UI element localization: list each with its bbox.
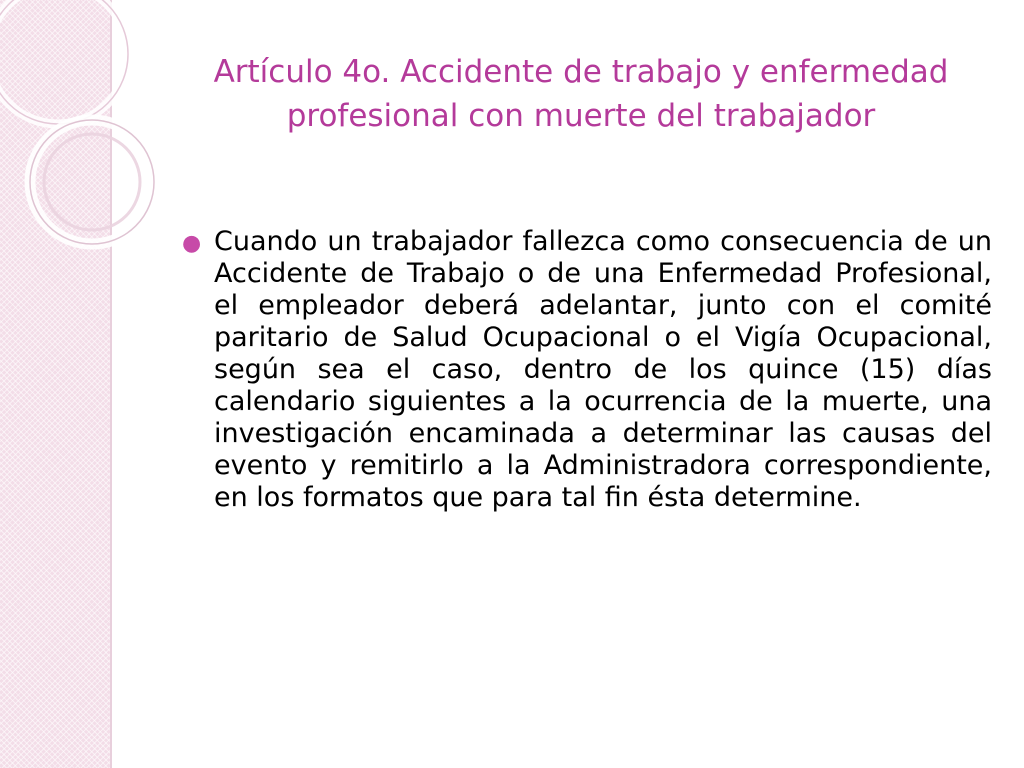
slide-title: Artículo 4o. Accidente de trabajo y enfermedad profesional con muerte del trabajador: [213, 54, 949, 134]
bullet-dot-icon: ●: [182, 231, 202, 256]
bullet-text: Cuando un trabajador fallezca como consecuencia de un Accidente de Trabajo o de una Enfermedad Profesional, el empleador deberá adelantar, junto con el comité paritario de Salud Ocupacional o el Vigía Ocupacional, según sea el caso, dentro de los quince (15) días calendario siguientes a la ocurrencia de la muerte, una investigación encaminada a determinar las causas del evento y remitirlo a la Administradora correspondiente, en los formatos que para tal fin ésta determine.: [214, 226, 992, 513]
decorative-ring-upper: [0, 0, 128, 124]
bullet-list: [176, 226, 992, 514]
bullet-item: [176, 226, 992, 514]
